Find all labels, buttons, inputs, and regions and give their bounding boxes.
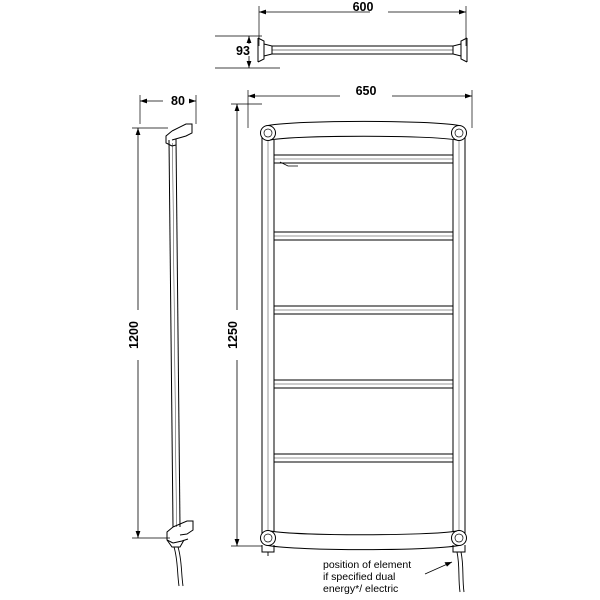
side-view-group [132, 95, 196, 586]
element-note-line-2: if specified dual [323, 571, 396, 583]
dim-label-600: 600 [352, 0, 374, 14]
annotation-leader-line [425, 562, 452, 574]
dim-label-93: 93 [236, 44, 250, 58]
top-view-group [215, 6, 467, 68]
element-note-line-1: position of element [323, 559, 412, 571]
dim-label-650: 650 [355, 84, 377, 98]
dim-80-horizontal [140, 95, 196, 124]
dim-label-80: 80 [171, 94, 185, 108]
towel-bar [274, 454, 453, 462]
towel-bar [274, 306, 453, 314]
element-note-line-3: energy*/ electric [323, 583, 399, 595]
front-view-ladder [261, 121, 467, 592]
dim-label-1250: 1250 [226, 321, 240, 349]
towel-bar [274, 155, 453, 163]
towel-bar [274, 380, 453, 388]
side-view-rail-profile [166, 124, 193, 586]
top-view-rail [258, 38, 467, 62]
towel-bar [274, 232, 453, 240]
dim-label-1200: 1200 [127, 321, 141, 349]
front-view-group [231, 90, 472, 592]
